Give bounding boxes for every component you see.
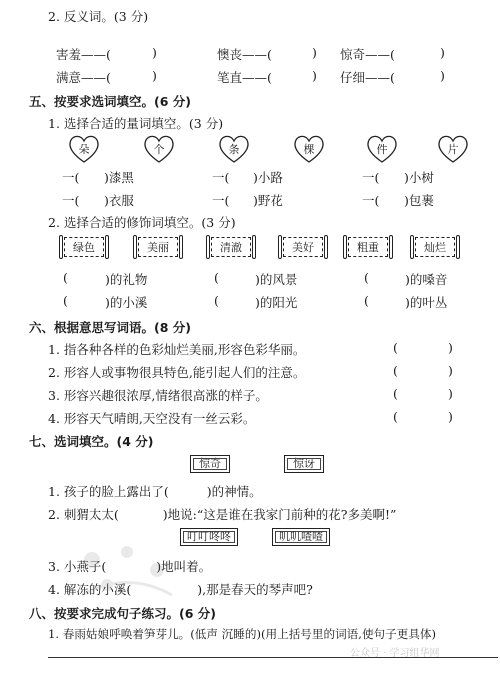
blank-open: ( [63,293,68,308]
modifier-word: 绿色 [73,241,95,254]
section-8-heading: 八、按要求完成句子练习。(6 分) [29,606,216,621]
measure-word: 条 [228,143,240,156]
antonym-close: ) [312,68,317,83]
word-box: 惊奇 [190,455,230,473]
antonym-prompt: 害羞——( [56,47,111,62]
scroll-word-card [59,235,109,259]
antonym-prompt: 仔细——( [340,70,395,85]
heart-word-card [217,134,251,164]
measure-word-question-title: 1. 选择合适的量词填空。(3 分) [48,116,224,131]
decorative-flower-stamp [72,540,182,600]
antonym-prompt: 懊丧——( [217,47,272,62]
fill-text: 4. 解冻的小溪( [48,582,132,597]
heart-word-card [67,134,101,164]
fill-text: )地说:“这是谁在我家门前种的花?多美啊!” [162,507,397,522]
blank-open: 一( [362,193,380,208]
blank-phrase: )小树 [404,170,434,185]
heart-word-card [292,134,326,164]
measure-word: 件 [376,143,388,156]
fill-text: ),那是春天的琴声吧? [197,582,313,597]
modifier-question-title: 2. 选择合适的修饰词填空。(3 分) [48,215,236,230]
antonym-close: ) [440,45,445,60]
blank-open: 一( [212,170,230,185]
blank-open: ( [63,270,68,285]
word-box: 叽叽喳喳 [272,528,330,546]
sentence-item-1: 1. 春雨姑娘呼唤着笋芽儿。(低声 沉睡的)(用上括号里的词语,使句子更具体) [48,627,437,641]
measure-word: 片 [447,143,459,156]
fill-item-1 [48,482,262,500]
answer-paren-open: ( [393,409,398,424]
blank-phrase: )包裹 [404,193,434,208]
antonym-question-title: 2. 反义词。(3 分) [48,9,149,24]
blank-phrase: )的阳光 [255,295,298,310]
blank-phrase: )的小溪 [105,295,148,310]
fill-text: 1. 孩子的脸上露出了( [48,484,169,499]
scroll-word-card [343,235,393,259]
answer-paren-close: ) [448,340,453,355]
blank-phrase: )的叶丛 [405,295,448,310]
blank-phrase: )野花 [253,193,283,208]
blank-open: ( [214,293,219,308]
modifier-word: 灿烂 [424,241,446,254]
blank-open: ( [364,293,369,308]
blank-open: 一( [62,170,80,185]
fill-text: )地叫着。 [156,559,212,574]
fill-text: )的神情。 [206,484,262,499]
section-6-heading: 六、根据意思写词语。(8 分) [29,320,191,335]
word-box: 叮叮咚咚 [180,528,238,546]
definition-item: 1. 指各种各样的色彩灿烂美丽,形容色彩华丽。 [48,342,306,357]
answer-paren-close: ) [448,386,453,401]
answer-paren-close: ) [448,363,453,378]
blank-open: ( [214,270,219,285]
modifier-word: 清澈 [220,241,242,254]
definition-item: 2. 形容人或事物很具特色,能引起人们的注意。 [48,365,306,380]
section-5-heading: 五、按要求选词填空。(6 分) [29,94,191,109]
antonym-prompt: 笔直——( [217,70,272,85]
fill-item-2 [48,505,396,523]
fill-text: 3. 小燕子( [48,559,107,574]
antonym-close: ) [440,68,445,83]
heart-word-card [142,134,176,164]
modifier-word: 美好 [292,241,314,254]
scroll-word-card [206,235,256,259]
fill-text: 2. 刺猬太太( [48,507,119,522]
blank-phrase: )的风景 [255,272,298,287]
antonym-close: ) [152,45,157,60]
scroll-word-card [133,235,183,259]
scroll-word-card [278,235,328,259]
blank-open: 一( [362,170,380,185]
measure-word: 朵 [78,143,90,156]
answer-paren-open: ( [393,363,398,378]
heart-word-card [365,134,399,164]
section-7-heading: 七、选词填空。(4 分) [29,434,154,449]
blank-open: ( [364,270,369,285]
modifier-word: 美丽 [147,241,169,254]
word-box: 惊讶 [284,455,324,473]
scroll-word-card [410,235,460,259]
blank-open: 一( [62,193,80,208]
modifier-word: 粗重 [357,241,379,254]
blank-open: 一( [212,193,230,208]
antonym-prompt: 惊奇——( [340,47,395,62]
heart-word-card [436,134,470,164]
blank-phrase: )衣服 [104,193,134,208]
watermark: 公众号 · 学习组华网 [350,648,440,659]
antonym-close: ) [312,45,317,60]
measure-word: 棵 [303,143,315,156]
measure-word: 个 [153,143,165,156]
answer-paren-close: ) [448,409,453,424]
definition-item: 4. 形容天气晴朗,天空没有一丝云彩。 [48,411,256,426]
blank-phrase: )小路 [253,170,283,185]
blank-phrase: )的礼物 [105,272,148,287]
antonym-prompt: 满意——( [56,70,111,85]
blank-phrase: )的嗓音 [405,272,448,287]
definition-item: 3. 形容兴趣很浓厚,情绪很高涨的样子。 [48,388,268,403]
answer-paren-open: ( [393,386,398,401]
blank-phrase: )漆黑 [104,170,134,185]
antonym-close: ) [152,68,157,83]
answer-paren-open: ( [393,340,398,355]
